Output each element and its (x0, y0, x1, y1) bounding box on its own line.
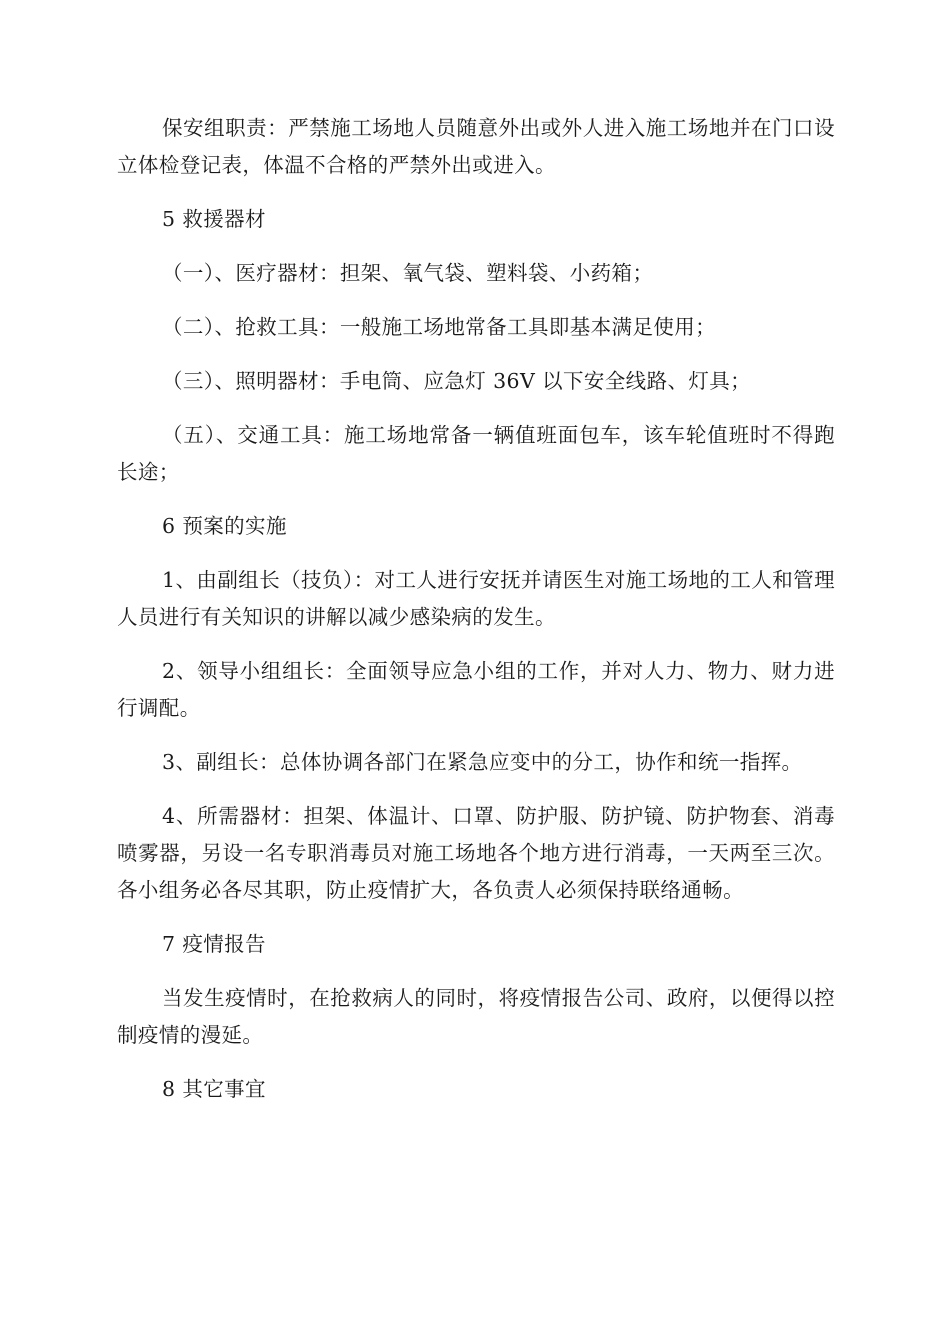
list-item-medical-equipment: （一）、医疗器材：担架、氧气袋、塑料袋、小药箱； (162, 261, 654, 285)
list-item-deputy-leader-tech: 1、由副组长（技负）：对工人进行安抚并请医生对施工场地的工人和管理人员进行有关知识的讲解以减少感染病的发生。 (117, 568, 835, 629)
list-item-lighting-equipment: （三）、照明器材：手电筒、应急灯 36V 以下安全线路、灯具； (162, 369, 752, 393)
list-item-rescue-tools: （二）、抢救工具：一般施工场地常备工具即基本满足使用； (162, 315, 717, 339)
list-item-deputy-leader: 3、副组长：总体协调各部门在紧急应变中的分工，协作和统一指挥。 (162, 750, 803, 774)
section-heading-plan-implementation: 6 预案的实施 (162, 514, 287, 538)
paragraph-epidemic-report: 当发生疫情时，在抢救病人的同时，将疫情报告公司、政府，以便得以控制疫情的漫延。 (117, 986, 835, 1047)
paragraph-security-duties: 保安组职责：严禁施工场地人员随意外出或外人进入施工场地并在门口设立体检登记表，体温不合格的严禁外出或进入。 (117, 116, 835, 177)
list-item-group-leader: 2、领导小组组长：全面领导应急小组的工作，并对人力、物力、财力进行调配。 (117, 659, 835, 720)
section-heading-other-matters: 8 其它事宜 (162, 1077, 266, 1101)
list-item-required-equipment: 4、所需器材：担架、体温计、口罩、防护服、防护镜、防护物套、消毒喷雾器，另设一名专职消毒员对施工场地各个地方进行消毒，一天两至三次。各小组务必各尽其职，防止疫情扩大，各负责人必须保持联络通畅。 (117, 804, 835, 902)
section-heading-rescue-equipment: 5 救援器材 (162, 207, 266, 231)
list-item-transport: （五）、交通工具：施工场地常备一辆值班面包车，该车轮值班时不得跑长途； (117, 423, 835, 484)
document-page (117, 110, 835, 1108)
section-heading-epidemic-report: 7 疫情报告 (162, 932, 266, 956)
